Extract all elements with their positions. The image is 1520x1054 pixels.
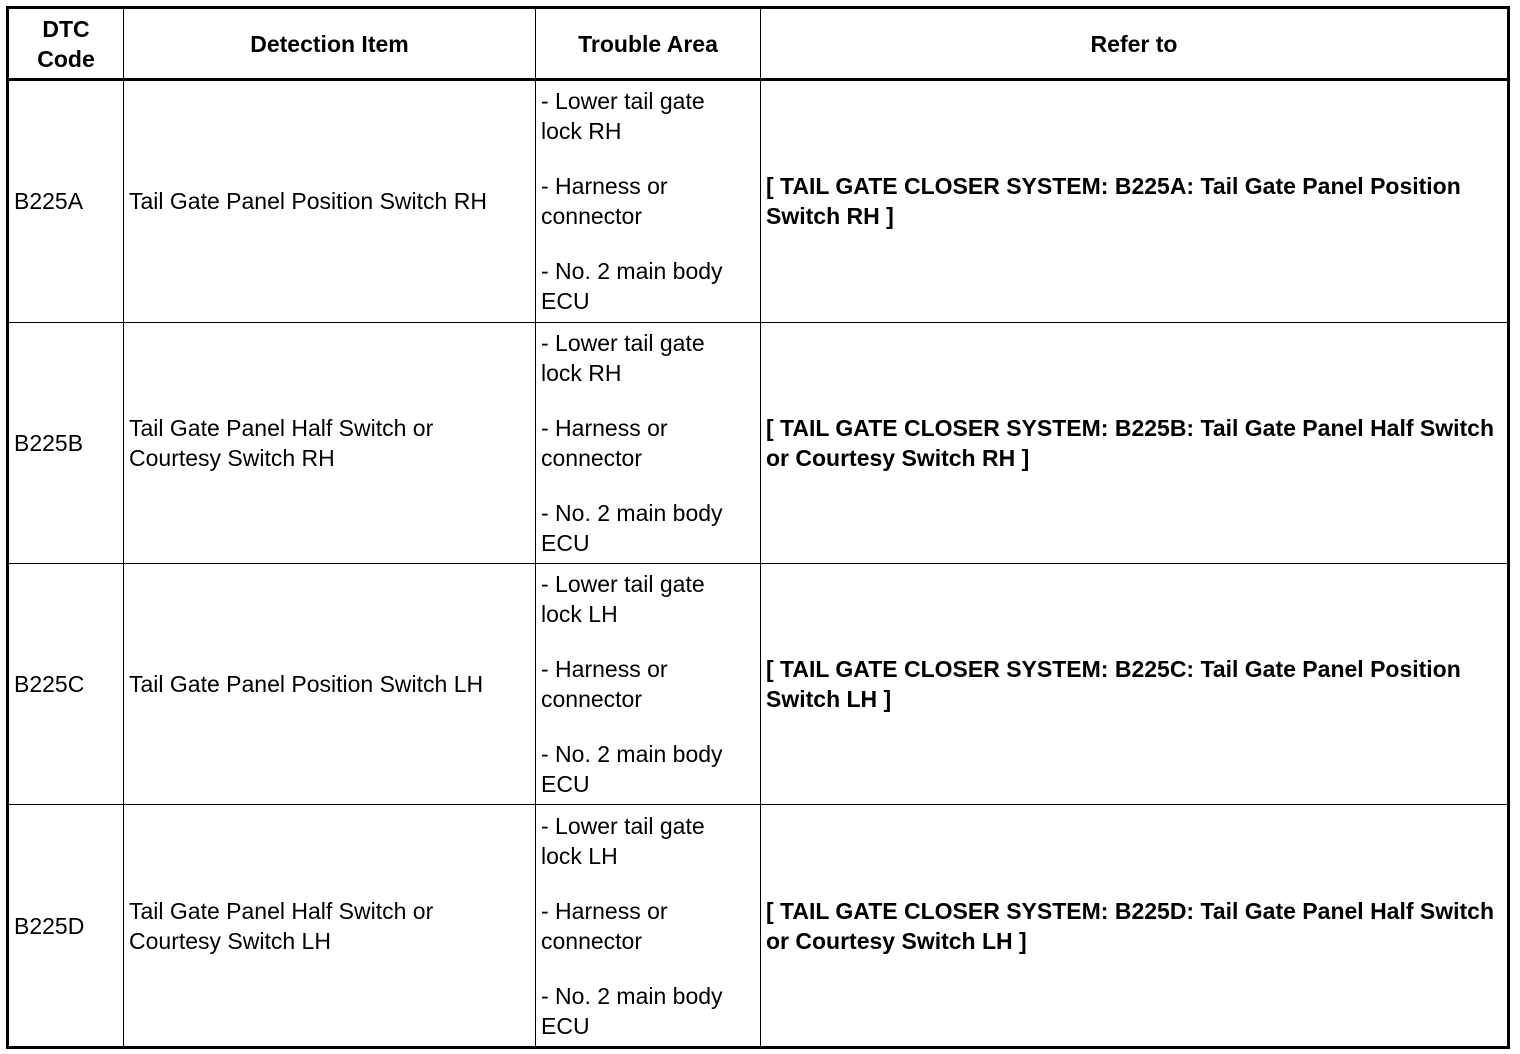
- header-dtc-code: [8, 8, 124, 80]
- trouble-area-spacer: [541, 146, 755, 171]
- trouble-area-line: - Harness or: [541, 173, 668, 200]
- trouble-area-spacer: [541, 956, 755, 981]
- dtc-code-cell: B225C: [8, 563, 124, 804]
- table-row: [8, 805, 1509, 1048]
- dtc-table: [6, 6, 1510, 1049]
- table-row: [8, 563, 1509, 804]
- trouble-area-cell: [536, 322, 761, 563]
- trouble-area-spacer: [541, 629, 755, 654]
- trouble-area-spacer: [541, 473, 755, 498]
- trouble-area-cell: [536, 563, 761, 804]
- trouble-area-line: - No. 2 main body: [541, 258, 723, 285]
- trouble-area-line: - Lower tail gate: [541, 812, 705, 839]
- trouble-area-line: ECU: [541, 771, 590, 798]
- refer-to-link[interactable]: [ TAIL GATE CLOSER SYSTEM: B225C: Tail Gate Panel Position Switch LH ]: [761, 563, 1509, 804]
- trouble-area-line: - No. 2 main body: [541, 741, 723, 768]
- trouble-area-cell: [536, 805, 761, 1048]
- trouble-area-line: - Harness or: [541, 897, 668, 924]
- refer-to-link[interactable]: [ TAIL GATE CLOSER SYSTEM: B225B: Tail Gate Panel Half Switch or Courtesy Switch RH ]: [761, 322, 1509, 563]
- detection-item-cell: Tail Gate Panel Half Switch or Courtesy Switch LH: [124, 805, 536, 1048]
- trouble-area-line: connector: [541, 203, 643, 230]
- trouble-area-spacer: [541, 871, 755, 896]
- trouble-area-line: ECU: [541, 529, 590, 556]
- trouble-area-line: connector: [541, 927, 643, 954]
- trouble-area-line: - Lower tail gate: [541, 88, 705, 115]
- trouble-area-line: - Lower tail gate: [541, 329, 705, 356]
- trouble-area-line: - No. 2 main body: [541, 499, 723, 526]
- detection-item-cell: Tail Gate Panel Position Switch RH: [124, 80, 536, 323]
- trouble-area-line: connector: [541, 444, 643, 471]
- trouble-area-line: - Harness or: [541, 414, 668, 441]
- trouble-area-spacer: [541, 714, 755, 739]
- table-row: [8, 322, 1509, 563]
- trouble-area-line: lock RH: [541, 359, 622, 386]
- header-trouble-area: Trouble Area: [536, 8, 761, 80]
- detection-item-cell: Tail Gate Panel Half Switch or Courtesy Switch RH: [124, 322, 536, 563]
- trouble-area-line: lock LH: [541, 601, 618, 628]
- trouble-area-cell: [536, 80, 761, 323]
- dtc-code-cell: B225D: [8, 805, 124, 1048]
- trouble-area-spacer: [541, 231, 755, 256]
- trouble-area-line: connector: [541, 686, 643, 713]
- trouble-area-line: lock LH: [541, 842, 618, 869]
- table-header: [8, 8, 1509, 80]
- header-row: [8, 8, 1509, 80]
- trouble-area-line: - No. 2 main body: [541, 982, 723, 1009]
- header-dtc-code-line1: DTC: [42, 15, 90, 42]
- header-dtc-code-line2: Code: [37, 45, 95, 72]
- table-body: [8, 80, 1509, 1048]
- detection-item-cell: Tail Gate Panel Position Switch LH: [124, 563, 536, 804]
- dtc-code-cell: B225A: [8, 80, 124, 323]
- header-refer-to: Refer to: [761, 8, 1509, 80]
- trouble-area-line: ECU: [541, 288, 590, 315]
- trouble-area-line: lock RH: [541, 118, 622, 145]
- trouble-area-spacer: [541, 388, 755, 413]
- trouble-area-line: - Harness or: [541, 656, 668, 683]
- dtc-code-cell: B225B: [8, 322, 124, 563]
- refer-to-link[interactable]: [ TAIL GATE CLOSER SYSTEM: B225D: Tail Gate Panel Half Switch or Courtesy Switch LH ]: [761, 805, 1509, 1048]
- trouble-area-line: - Lower tail gate: [541, 571, 705, 598]
- trouble-area-line: ECU: [541, 1012, 590, 1039]
- table-row: [8, 80, 1509, 323]
- header-detection-item: Detection Item: [124, 8, 536, 80]
- refer-to-link[interactable]: [ TAIL GATE CLOSER SYSTEM: B225A: Tail Gate Panel Position Switch RH ]: [761, 80, 1509, 323]
